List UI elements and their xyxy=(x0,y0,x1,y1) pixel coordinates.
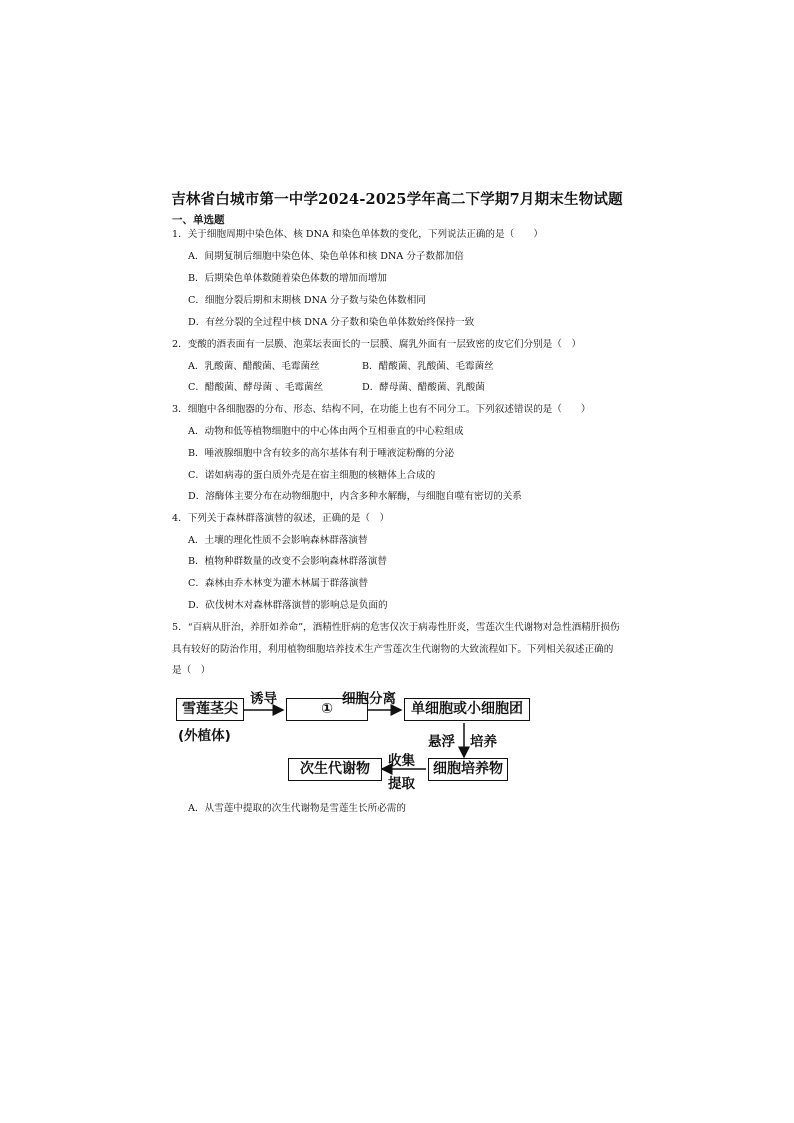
question-4-stem: 4．下列关于森林群落演替的叙述，正确的是（ ） xyxy=(172,513,390,524)
question-3-option-d: D．溶酶体主要分布在动物细胞中，内含多种水解酶，与细胞自噬有密切的关系 xyxy=(188,491,522,502)
section-heading: 一、单选题 xyxy=(172,214,225,226)
question-5-option-a: A．从雪莲中提取的次生代谢物是雪莲生长所必需的 xyxy=(188,803,406,814)
label-extract: 提取 xyxy=(388,776,415,792)
question-4-option-b: B．植物种群数量的改变不会影响森林群落演替 xyxy=(188,556,387,567)
label-collect: 收集 xyxy=(388,753,415,769)
question-2-stem: 2．变酸的酒表面有一层膜、泡菜坛表面长的一层膜、腐乳外面有一层致密的皮它们分别是（ ） xyxy=(172,339,582,350)
question-3-option-c: C．诺如病毒的蛋白质外壳是在宿主细胞的核糖体上合成的 xyxy=(188,470,436,481)
question-3-stem: 3．细胞中各细胞器的分布、形态、结构不同，在功能上也有不同分工。下列叙述错误的是（ ） xyxy=(172,404,591,415)
label-cell-separation: 细胞分离 xyxy=(342,691,396,707)
exam-title: 吉林省白城市第一中学2024-2025学年高二下学期7月期末生物试题 xyxy=(171,191,623,208)
question-2-option-b: B．醋酸菌、乳酸菌、毛霉菌丝 xyxy=(362,361,494,372)
question-4-option-c: C．森林由乔木林变为灌木林属于群落演替 xyxy=(188,578,369,589)
box-secondary-metabolite: 次生代谢物 xyxy=(288,758,382,781)
question-4-option-d: D．砍伐树木对森林群落演替的影响总是负面的 xyxy=(188,600,388,611)
label-explant: (外植体) xyxy=(178,728,231,744)
label-suspension: 悬浮 xyxy=(428,734,455,750)
process-flowchart xyxy=(172,688,552,798)
box-explant: 雪莲茎尖 xyxy=(176,698,244,721)
question-1-option-d: D．有丝分裂的全过程中核 DNA 分子数和染色单体数始终保持一致 xyxy=(188,317,475,328)
box-cell-culture: 细胞培养物 xyxy=(428,758,508,781)
box-step-1: ① xyxy=(286,698,368,721)
label-induce: 诱导 xyxy=(250,691,277,707)
question-2-option-a: A．乳酸菌、醋酸菌、毛霉菌丝 xyxy=(188,361,320,372)
question-1-option-c: C．细胞分裂后期和末期核 DNA 分子数与染色体数相同 xyxy=(188,295,426,306)
question-5-stem-line-2: 具有较好的防治作用，利用植物细胞培养技术生产雪莲次生代谢物的大致流程如下。下列相关叙述正确的 xyxy=(172,644,614,655)
question-1-option-a: A．间期复制后细胞中染色体、染色单体和核 DNA 分子数都加倍 xyxy=(188,251,464,262)
question-1-option-b: B．后期染色单体数随着染色体数的增加而增加 xyxy=(188,273,387,284)
label-culture: 培养 xyxy=(470,734,497,750)
box-single-cell: 单细胞或小细胞团 xyxy=(404,698,530,721)
question-2-option-d: D．酵母菌、醋酸菌、乳酸菌 xyxy=(362,382,485,393)
question-5-stem-line-1: 5．“百病从肝治，养肝如养命”，酒精性肝病的危害仅次于病毒性肝炎，雪莲次生代谢物对急性酒精肝损伤 xyxy=(172,622,620,633)
question-4-option-a: A．土壤的理化性质不会影响森林群落演替 xyxy=(188,535,368,546)
question-5-stem-line-3: 是（ ） xyxy=(172,665,211,676)
question-2-option-c: C．醋酸菌、酵母菌 、毛霉菌丝 xyxy=(188,382,324,393)
question-3-option-b: B．唾液腺细胞中含有较多的高尔基体有利于唾液淀粉酶的分泌 xyxy=(188,448,455,459)
question-1-stem: 1．关于细胞周期中染色体、核 DNA 和染色单体数的变化，下列说法正确的是（ ） xyxy=(172,229,543,240)
question-3-option-a: A．动物和低等植物细胞中的中心体由两个互相垂直的中心粒组成 xyxy=(188,426,464,437)
